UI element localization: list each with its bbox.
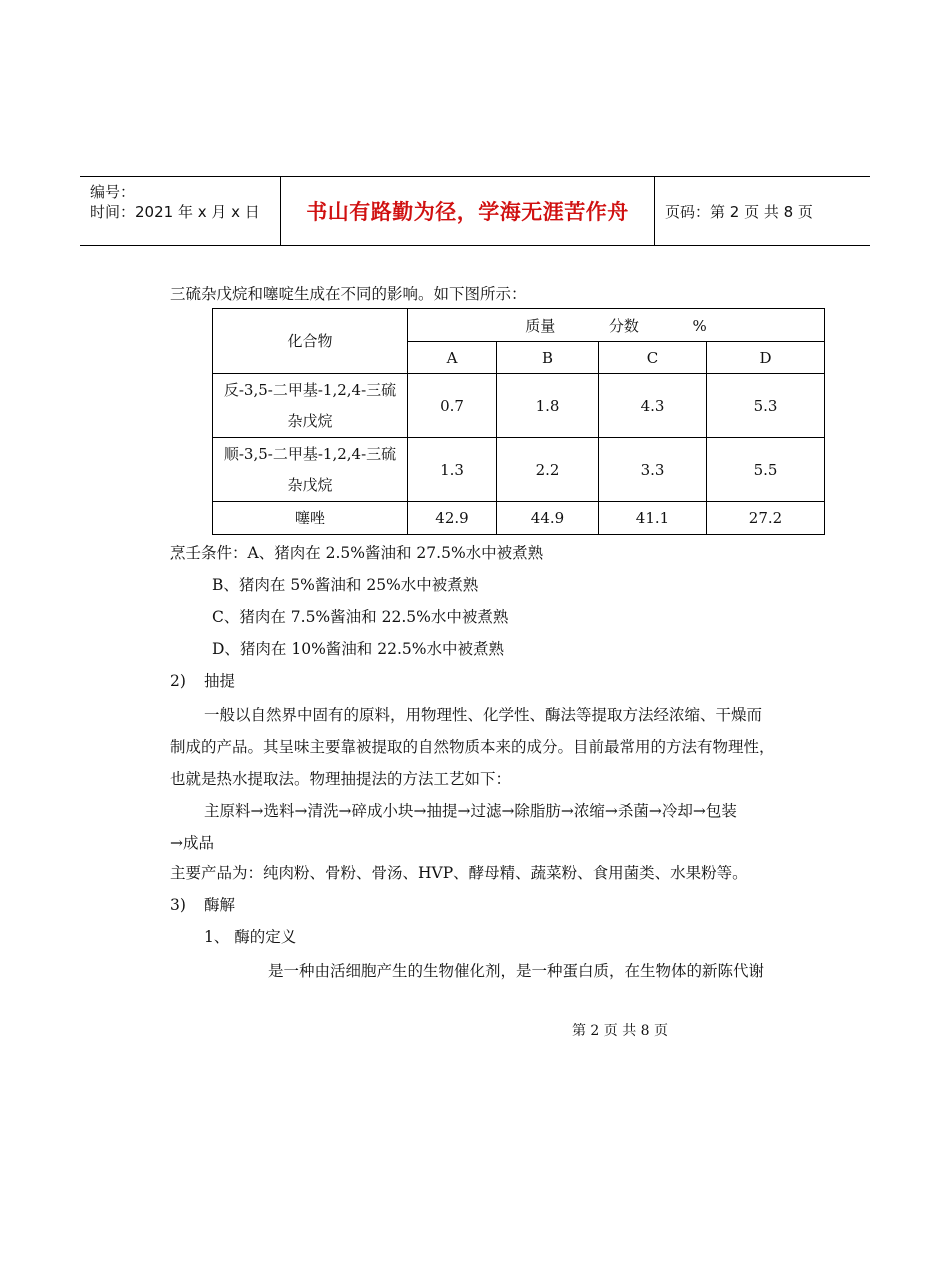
table-cell: 5.5 bbox=[707, 438, 825, 502]
document-header bbox=[80, 176, 870, 246]
table-row bbox=[213, 374, 825, 438]
quality-header-part: % bbox=[692, 316, 707, 335]
table-header-row bbox=[213, 309, 825, 342]
quality-header-part: 分数 bbox=[608, 316, 639, 335]
table-cell: 42.9 bbox=[408, 502, 497, 535]
header-meta-cell bbox=[80, 177, 281, 245]
table-cell: 0.7 bbox=[408, 374, 497, 438]
table-cell: 44.9 bbox=[497, 502, 599, 535]
section-heading: 酶解 bbox=[204, 896, 236, 914]
table-row bbox=[213, 502, 825, 535]
page-footer: 第 2 页 共 8 页 bbox=[571, 1023, 669, 1039]
table-cell: 5.3 bbox=[707, 374, 825, 438]
compound-name-line: 杂戊烷 bbox=[287, 411, 333, 430]
paragraph-line: 也就是热水提取法。物理抽提法的方法工艺如下： bbox=[170, 770, 512, 788]
header-page-info: 页码：第 2 页 共 8 页 bbox=[665, 202, 813, 221]
header-motto: 书山有路勤为径，学海无涯苦作舟 bbox=[281, 177, 655, 245]
process-line: →成品 bbox=[170, 834, 214, 852]
condition-line: B、猪肉在 5%酱油和 25%水中被煮熟 bbox=[212, 576, 479, 594]
paragraph-line: 一般以自然界中固有的原料，用物理性、化学性、酶法等提取方法经浓缩、干燥而 bbox=[204, 706, 763, 724]
table-cell: 3.3 bbox=[599, 438, 707, 502]
paragraph-line: 是一种由活细胞产生的生物催化剂，是一种蛋白质，在生物体的新陈代谢 bbox=[268, 962, 765, 980]
compound-name bbox=[213, 438, 408, 502]
section-heading: 抽提 bbox=[204, 672, 236, 690]
table-cell: 4.3 bbox=[599, 374, 707, 438]
column-header: B bbox=[497, 342, 599, 374]
column-header: A bbox=[408, 342, 497, 374]
compound-table bbox=[212, 308, 825, 535]
condition-line: D、猪肉在 10%酱油和 22.5%水中被煮熟 bbox=[212, 640, 504, 658]
table-cell: 1.3 bbox=[408, 438, 497, 502]
column-header: D bbox=[707, 342, 825, 374]
table-cell: 27.2 bbox=[707, 502, 825, 535]
column-header: C bbox=[599, 342, 707, 374]
condition-line: C、猪肉在 7.5%酱油和 22.5%水中被煮熟 bbox=[212, 608, 509, 626]
compound-name: 噻唑 bbox=[213, 502, 408, 535]
process-line: 主原料→选料→清洗→碎成小块→抽提→过滤→除脂肪→浓缩→杀菌→冷却→包装 bbox=[204, 802, 737, 820]
compound-header: 化合物 bbox=[213, 309, 408, 374]
condition-line: 烹壬条件：A、猪肉在 2.5%酱油和 27.5%水中被煮熟 bbox=[170, 544, 544, 562]
table-cell: 41.1 bbox=[599, 502, 707, 535]
section-number: 2) bbox=[170, 672, 186, 690]
sub-heading: 1、 酶的定义 bbox=[204, 928, 297, 946]
table-cell: 1.8 bbox=[497, 374, 599, 438]
quality-header bbox=[408, 309, 825, 342]
table-cell: 2.2 bbox=[497, 438, 599, 502]
time-label: 时间：2021 年 x 月 x 日 bbox=[90, 203, 260, 221]
number-label: 编号： bbox=[90, 183, 136, 201]
compound-name bbox=[213, 374, 408, 438]
paragraph-line: 制成的产品。其呈味主要靠被提取的自然物质本来的成分。目前最常用的方法有物理性， bbox=[170, 738, 775, 756]
quality-header-part: 质量 bbox=[525, 316, 556, 335]
products-line: 主要产品为：纯肉粉、骨粉、骨汤、HVP、酵母精、蔬菜粉、食用菌类、水果粉等。 bbox=[170, 864, 748, 882]
compound-name-line: 反-3,5-二甲基-1,2,4-三硫 bbox=[223, 380, 397, 399]
section-number: 3) bbox=[170, 896, 186, 914]
intro-line: 三硫杂戊烷和噻啶生成在不同的影响。如下图所示： bbox=[170, 285, 527, 303]
compound-name-line: 顺-3,5-二甲基-1,2,4-三硫 bbox=[223, 444, 397, 463]
compound-name-line: 杂戊烷 bbox=[287, 475, 333, 494]
table-row bbox=[213, 438, 825, 502]
